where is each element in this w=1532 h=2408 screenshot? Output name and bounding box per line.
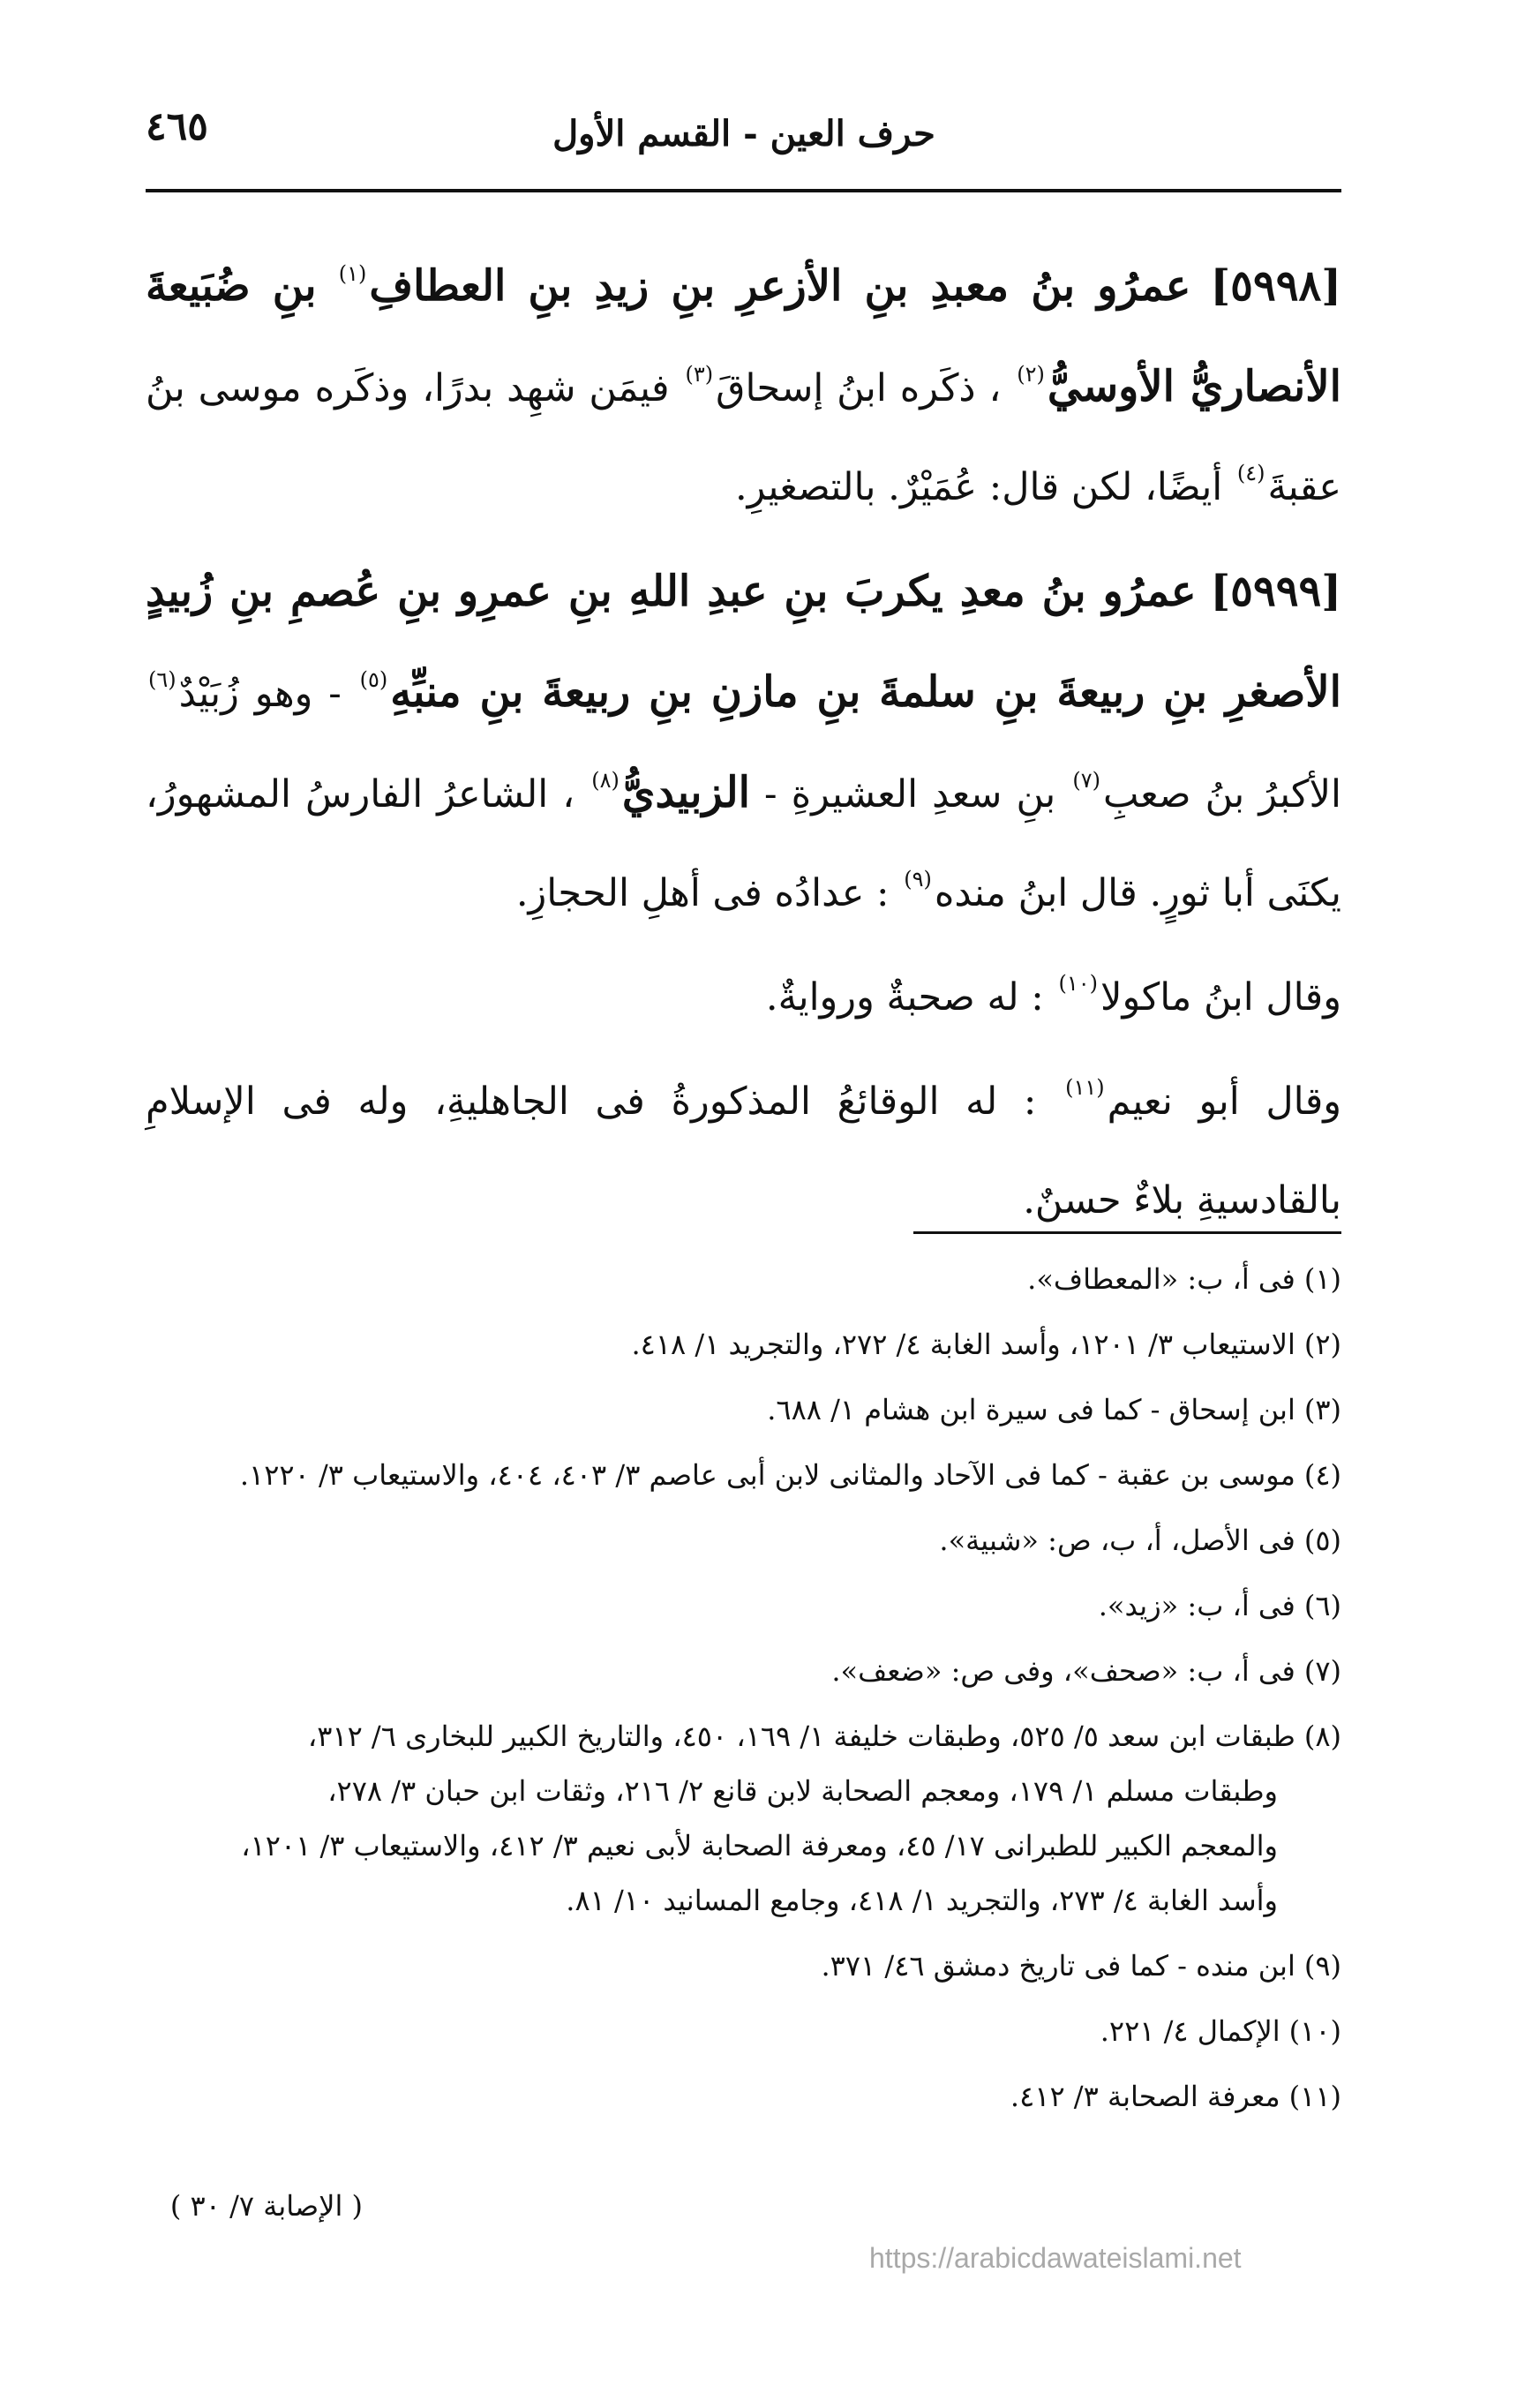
watermark-url: https://arabicdawateislami.net [869,2242,1242,2274]
footnote-4 [146,1448,1341,1502]
footnote-text: الاستيعاب ٣/ ١٢٠١، وأسد الغابة ٤/ ٢٧٢، والتجريد ١/ ٤١٨. [631,1328,1295,1361]
entry-text: فيمَن شهِد بدرًا، وذكَره موسى بنُ عقبةَ [146,366,1341,509]
footnote-line: وأسد الغابة ٤/ ٢٧٣، والتجريد ١/ ٤١٨، وجامع المسانيد ١٠/ ٨١. [566,1884,1278,1917]
footnote-number: (٥) [1303,1524,1341,1557]
entry-text: - وهو زُبَيْدٌ [178,672,342,716]
entry-name-cont: بنِ ضُبَيعةَ الأنصاريُّ الأوسيُّ [146,261,1342,411]
volume-reference: ( الإصابة ٧/ ٣٠ ) [169,2189,363,2223]
footnote-number: (٣) [1303,1393,1341,1426]
entry-nisba: الزبيديُّ [621,768,750,817]
footnote-rule [913,1231,1341,1234]
footnote-ref: (١) [338,261,367,286]
quote-text: : له صحبةٌ وروايةٌ. [765,975,1044,1020]
footnote-text: الإكمال ٤/ ٢٢١. [1100,2014,1280,2048]
footnote-8 [146,1709,1341,1928]
entry-text: أيضًا، لكن قال: عُمَيْرٌ. بالتصغيرِ. [734,465,1223,509]
entry-text: بنِ سعدِ العشيرةِ - [764,772,1056,816]
footnote-number: (٨) [1303,1719,1341,1753]
footnote-number: (٦) [1303,1589,1341,1622]
footnote-2 [146,1317,1341,1372]
footnote-number: (٩) [1303,1949,1341,1983]
footnote-line: والمعجم الكبير للطبرانى ١٧/ ٤٥، ومعرفة الصحابة لأبى نعيم ٣/ ٤١٢، والاستيعاب ٣/ ١٢٠١، [241,1829,1278,1862]
entry-text: ، الشاعرُ الفارسُ المشهورُ، يكنَى أبا ثورٍ. قال ابنُ منده [146,772,1341,915]
quote-text: وقال ابنُ ماكولا [1100,975,1341,1020]
footnote-number: (٤) [1303,1458,1341,1492]
footnote-text: موسى بن عقبة - كما فى الآحاد والمثانى لابن أبى عاصم ٣/ ٤٠٣، ٤٠٤، والاستيعاب ٣/ ١٢٢٠. [239,1458,1295,1492]
footnote-ref: (٦) [148,667,176,692]
footnote-line [146,1709,1341,1764]
footnote-ref: (٧) [1072,768,1100,793]
entry-text: : عدادُه فى أهلِ الحجازِ. [515,871,890,915]
footnote-5 [146,1513,1341,1568]
footnote-7 [146,1644,1341,1698]
footnote-number: (٢) [1303,1328,1341,1361]
entry-text: الأكبرُ بنُ صعبِ [1103,772,1341,816]
footnote-ref: (٢) [1017,362,1045,387]
entry-number: [٥٩٩٩] [1210,567,1342,616]
footnote-number: (١) [1303,1262,1341,1296]
footnote-text: فى أ، ب: «زيد». [1098,1589,1295,1622]
footnotes [146,1252,1341,2134]
header-title: حرف العين - القسم الأول [552,113,935,154]
footnote-ref: (٥) [359,667,388,692]
footnote-number: (١١) [1288,2080,1341,2113]
entry-name: عمرُو بنُ معبدِ بنِ الأزعرِ بنِ زيدِ بنِ العطافِ [369,261,1191,311]
header-rule [146,189,1341,192]
entry-number: [٥٩٩٨] [1210,261,1342,311]
entry-5999 [146,542,1341,943]
footnote-number: (٧) [1303,1654,1341,1688]
quote-abu-nuaym [146,1052,1341,1250]
footnote-ref: (١١) [1065,1075,1105,1100]
entry-name: عمرُو بنُ معدِ يكربَ بنِ عبدِ اللهِ بنِ عمرِو بنِ عُصمِ بنِ زُبيدٍ الأصغرِ بنِ ربيعةَ بنِ سلمةَ بنِ مازنِ بنِ ربيعةَ بنِ منبِّهِ [146,567,1342,717]
footnote-text: طبقات ابن سعد ٥/ ٥٢٥، وطبقات خليفة ١/ ١٦٩، ٤٥٠، والتاريخ الكبير للبخارى ٦/ ٣١٢، [307,1719,1295,1753]
quote-text: وقال أبو نعيم [1107,1080,1342,1124]
footnote-text: معرفة الصحابة ٣/ ٤١٢. [1010,2080,1280,2113]
footnote-text: ابن إسحاق - كما فى سيرة ابن هشام ١/ ٦٨٨. [767,1393,1295,1426]
footnote-ref: (٩) [904,867,932,892]
entry-5998 [146,237,1341,537]
footnote-ref: (٣) [685,362,714,387]
footnote-ref: (٤) [1236,461,1265,485]
footnote-11 [146,2069,1341,2124]
footnote-text: ابن منده - كما فى تاريخ دمشق ٤٦/ ٣٧١. [821,1949,1295,1983]
footnote-text: فى أ، ب: «صحف»، وفى ص: «ضعف». [831,1654,1295,1688]
footnote-number: (١٠) [1288,2014,1341,2048]
main-text [146,237,1341,1250]
footnote-ref: (١٠) [1058,971,1098,996]
footnote-ref: (٨) [591,768,620,793]
footnote-6 [146,1578,1341,1633]
footnote-9 [146,1938,1341,1993]
running-header [146,104,1342,175]
footnote-text: فى الأصل، أ، ب، ص: «شبية». [939,1524,1295,1557]
footnote-3 [146,1382,1341,1437]
quote-text: : له الوقائعُ المذكورةُ فى الجاهليةِ، وله فى الإسلامِ بالقادسيةِ بلاءٌ حسنٌ. [146,1080,1341,1223]
entry-text: ، ذكَره ابنُ إسحاقَ [716,366,1002,410]
footnote-10 [146,2004,1341,2058]
page-number: ٤٦٥ [146,104,208,149]
quote-ibn-makula [146,948,1341,1047]
footnote-1 [146,1252,1341,1306]
footnote-line: وطبقات مسلم ١/ ١٧٩، ومعجم الصحابة لابن قانع ٢/ ٢١٦، وثقات ابن حبان ٣/ ٢٧٨، [327,1774,1278,1808]
footnote-text: فى أ، ب: «المعطاف». [1027,1262,1295,1296]
